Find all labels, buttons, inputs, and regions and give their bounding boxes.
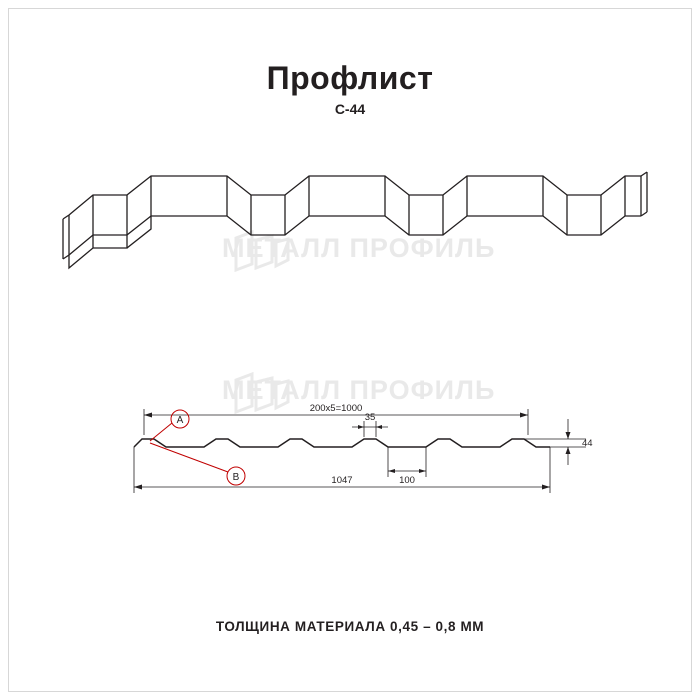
page-title: Профлист: [266, 60, 434, 96]
dimension-label-valley: 100: [399, 475, 415, 486]
watermark-text-top: МЕТАЛЛ ПРОФИЛЬ: [222, 233, 496, 263]
dimension-label-pitch: 200х5=1000: [309, 403, 363, 414]
callout-label-b: B: [232, 472, 240, 483]
section-profile-drawing: [120, 385, 600, 515]
dimension-label-height: 44: [582, 438, 593, 449]
product-code: С-44: [334, 101, 366, 117]
watermark-text-bottom: МЕТАЛЛ ПРОФИЛЬ: [222, 375, 496, 405]
isometric-profile-drawing: [55, 160, 645, 300]
dimension-label-total-width: 1047: [331, 475, 353, 486]
dimension-label-crest: 35: [364, 412, 376, 423]
material-thickness-note: ТОЛЩИНА МАТЕРИАЛА 0,45 – 0,8 ММ: [215, 619, 485, 634]
callout-label-a: A: [176, 415, 184, 426]
